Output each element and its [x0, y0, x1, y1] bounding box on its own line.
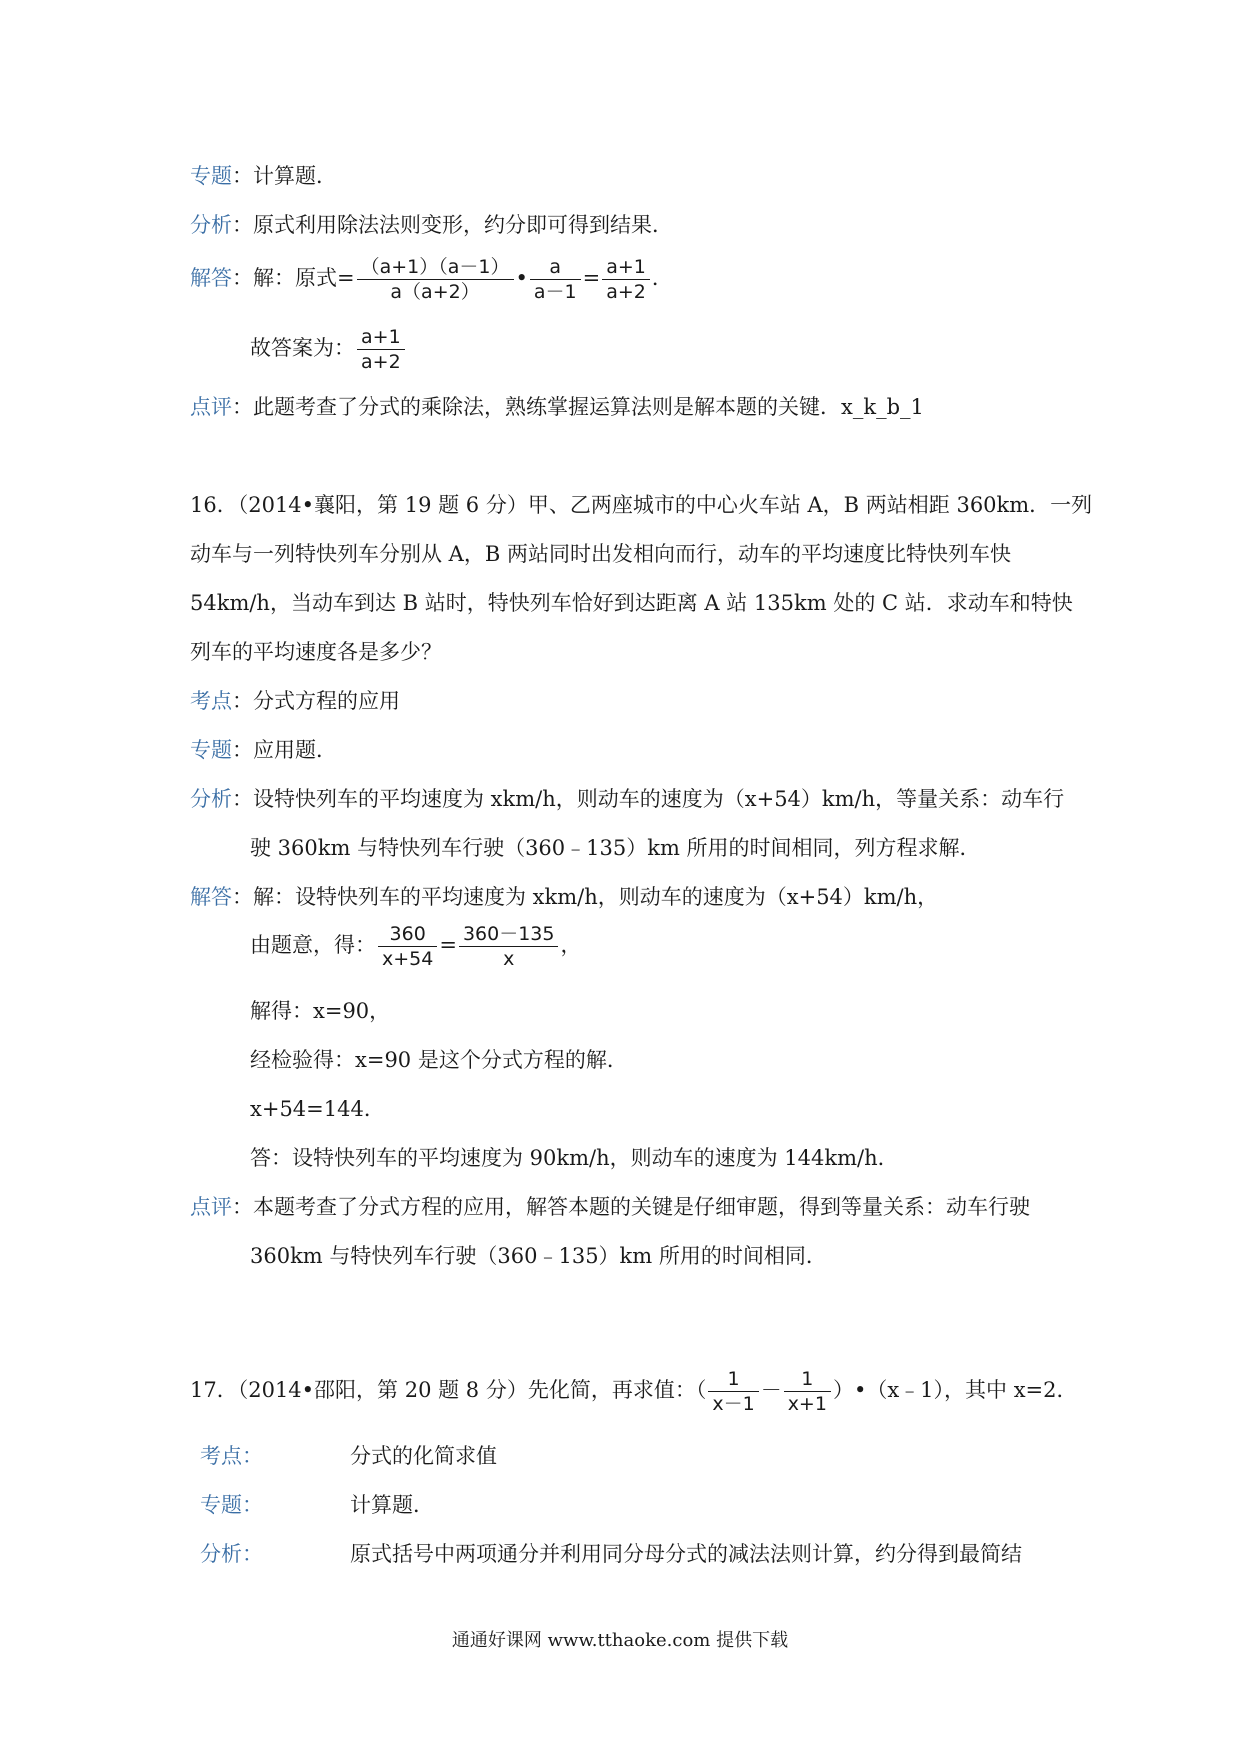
fraction-denominator: a+2 [361, 351, 401, 373]
fraction-denominator: a（a+2） [390, 281, 480, 303]
analysis-label: 分析 [190, 787, 232, 811]
comment-text: ：此题考查了分式的乘除法，熟练掌握运算法则是解本题的关键．x_k_b_1 [232, 395, 924, 419]
solution-line [190, 250, 673, 306]
comment-label: 点评 [190, 1195, 232, 1219]
fraction [784, 1367, 831, 1416]
question-16-line: 54km/h，当动车到达 B 站时，特快列车恰好到达距离 A 站 135km 处的 C 站．求动车和特快 [190, 591, 1073, 615]
answer-prefix: 故答案为： [250, 336, 355, 360]
solution-step: 答：设特快列车的平均速度为 90km/h，则动车的速度为 144km/h． [250, 1146, 899, 1170]
minus-sign: － [760, 1378, 782, 1402]
fraction-numerator: a+1 [602, 255, 650, 280]
fraction-numerator: 360－135 [459, 922, 559, 947]
equation-prefix: 由题意，得： [250, 933, 376, 957]
fraction [602, 255, 650, 304]
analysis-line [190, 211, 673, 239]
topic-label: 专题 [190, 164, 232, 188]
equation-line [250, 916, 581, 974]
solution-line [190, 883, 938, 911]
topic-text: ：应用题． [232, 738, 337, 762]
fraction [530, 255, 581, 304]
fraction-denominator: a+2 [606, 281, 646, 303]
fraction-numerator: 1 [708, 1367, 758, 1392]
fraction [357, 255, 514, 304]
solution-label: 解答 [190, 885, 232, 909]
question-17-suffix: ）•（x﹣1），其中 x=2． [832, 1378, 1078, 1402]
equals-sign: = [439, 933, 457, 957]
dot-operator: • [515, 266, 528, 290]
fraction-denominator: x [503, 948, 515, 970]
open-paren: （ [695, 1378, 707, 1402]
solution-prefix: ：解：原式= [232, 266, 355, 290]
fraction [459, 922, 559, 971]
solution-step: 经检验得：x=90 是这个分式方程的解． [250, 1048, 628, 1072]
fraction-numerator: a [530, 255, 581, 280]
point-line [190, 687, 400, 715]
comment-line [190, 1193, 1030, 1221]
question-16-line: 动车与一列特快列车分别从 A，B 两站同时出发相向而行，动车的平均速度比特快列车快 [190, 542, 1011, 566]
analysis-text: ：设特快列车的平均速度为 xkm/h，则动车的速度为（x+54）km/h，等量关系：动车行 [232, 787, 1065, 811]
comma: ， [560, 933, 582, 957]
analysis-continuation: 驶 360km 与特快列车行驶（360﹣135）km 所用的时间相同，列方程求解． [250, 836, 981, 860]
comment-text: ：本题考查了分式方程的应用，解答本题的关键是仔细审题，得到等量关系：动车行驶 [232, 1195, 1030, 1219]
topic-text: ：计算题． [232, 164, 337, 188]
point-label: 考点： [200, 1444, 263, 1468]
point-label: 考点 [190, 689, 232, 713]
topic-line [190, 736, 337, 764]
point-text: 分式的化简求值 [350, 1444, 497, 1468]
analysis-text: 原式括号中两项通分并利用同分母分式的减法法则计算，约分得到最简结 [350, 1542, 1022, 1566]
fraction [357, 325, 405, 374]
comment-continuation: 360km 与特快列车行驶（360﹣135）km 所用的时间相同． [250, 1244, 827, 1268]
analysis-label: 分析： [200, 1542, 263, 1566]
fraction [378, 922, 437, 971]
fraction-denominator: a－1 [533, 281, 577, 303]
comment-line [190, 393, 924, 421]
topic-line [190, 162, 337, 190]
point-text: ：分式方程的应用 [232, 689, 400, 713]
fraction-denominator: x+54 [382, 948, 434, 970]
solution-step: x+54=144． [250, 1097, 385, 1121]
fraction [708, 1367, 758, 1416]
footer-source: 通通好课网 www.tthaoke.com 提供下载 [451, 1630, 789, 1651]
topic-text: 计算题． [350, 1493, 434, 1517]
question-16-line: 列车的平均速度各是多少？ [190, 640, 442, 664]
fraction-numerator: a+1 [357, 325, 405, 350]
fraction-numerator: 360 [378, 922, 437, 947]
comment-label: 点评 [190, 395, 232, 419]
question-17-prefix: 17．（2014•邵阳，第 20 题 8 分）先化简，再求值： [190, 1378, 696, 1402]
fraction-denominator: x+1 [787, 1393, 827, 1415]
solution-step: 解得：x=90， [250, 999, 391, 1023]
equals-sign: = [582, 266, 601, 290]
fraction-numerator: （a+1）（a－1） [357, 255, 514, 280]
question-17-line [190, 1360, 1078, 1420]
analysis-text: ：原式利用除法法则变形，约分即可得到结果． [232, 213, 673, 237]
topic-label: 专题： [200, 1493, 263, 1517]
solution-label: 解答 [190, 266, 232, 290]
fraction-denominator: x－1 [712, 1393, 755, 1415]
period: ． [651, 266, 673, 290]
solution-text: ：解：设特快列车的平均速度为 xkm/h，则动车的速度为（x+54）km/h， [232, 885, 939, 909]
analysis-line [190, 785, 1064, 813]
answer-line [250, 320, 407, 376]
fraction-numerator: 1 [784, 1367, 831, 1392]
question-16-line: 16．（2014•襄阳，第 19 题 6 分）甲、乙两座城市的中心火车站 A，B 两站相距 360km．一列 [190, 493, 1093, 517]
topic-label: 专题 [190, 738, 232, 762]
analysis-label: 分析 [190, 213, 232, 237]
